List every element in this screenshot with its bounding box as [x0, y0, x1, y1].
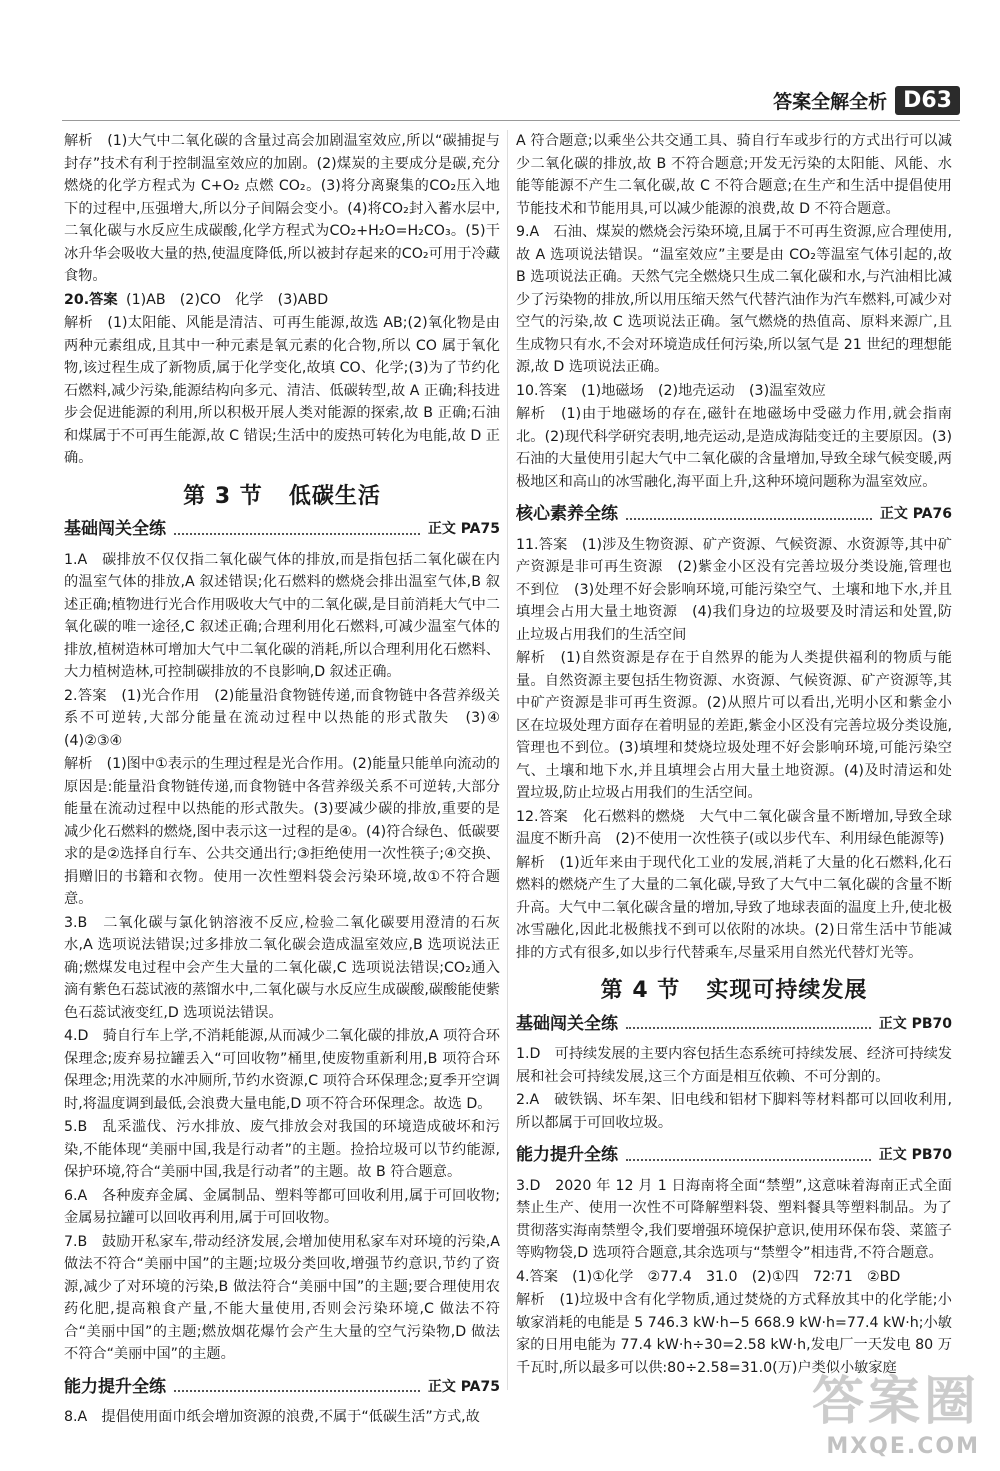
bar-dots [174, 533, 420, 535]
bar-dots [626, 1159, 871, 1161]
s4-q4-answer: 4.答案 (1)①化学 ②77.4 31.0 (2)①四 72∶71 ②BD [516, 1268, 901, 1285]
section-3-label: 第 3 节 [183, 483, 263, 509]
section-4-name: 实现可持续发展 [706, 978, 868, 1003]
left-column [64, 130, 515, 1425]
s4-q4-explanation: 解析 (1)垃圾中含有化学物质,通过焚烧的方式释放其中的化学能;小敏家消耗的电能是 5 746.3 kW·h−5 668.9 kW·h=77.4 kW·h;小敏家的日用电能为 77.4 kW·h÷30=2.58 kW·h,发电厂一天发电 80 万千瓦时,所以最多可以供:80÷2.58=31.0(万)户类似小敏家庭 [516, 1292, 952, 1376]
bar-ref: 正文 PB70 [878, 1015, 952, 1032]
page-header [773, 86, 960, 115]
q4: 4.D 骑自行车上学,不消耗能源,从而减少二氧化碳的排放,A 项符合环保理念;废弃易拉罐丢入“可回收物”桶里,使废物重新利用,B 项符合环保理念;用洗菜的水冲厕所,节约水资源,C 项符合环保理念;夏季开空调时,将温度调到最低,会浪费大量电能,D 项不符合环保理念。故选 D。 [64, 1028, 500, 1112]
s4-q3: 3.D 2020 年 12 月 1 日海南将全面“禁塑”,这意味着海南正式全面禁止生产、使用一次性不可降解塑料袋、塑料餐具等塑料制品。为了贯彻落实海南禁塑令,我们要增强环境保护意识,使用环保布袋、菜篮子等购物袋,D 选项符合题意,其余选项与“禁塑令”相违背,不符合题意。 [516, 1177, 952, 1261]
q3: 3.B 二氧化碳与氯化钠溶液不反应,检验二氧化碳要用澄清的石灰水,A 选项说法错误;过多排放二氧化碳会造成温室效应,B 选项说法正确;燃煤发电过程中会产生大量的二氧化碳,C 选项说法错误;CO₂通入滴有紫色石蕊试液的蒸馏水中,二氧化碳与水反应生成碳酸,碳酸能使紫色石蕊试液变红,D 选项说法错误。 [64, 914, 500, 1021]
header-title: 答案全解全析 [773, 91, 888, 113]
q5: 5.B 乱采滥伐、污水排放、废气排放会对我国的环境造成破坏和污染,不能体现“美丽中国,我是行动者”的主题。捡拾垃圾可以节约能源,保护环境,符合“美丽中国,我是行动者”的主题。故 B 符合题意。 [64, 1119, 500, 1180]
bar-ref: 正文 PA75 [427, 1378, 500, 1395]
section-3-name: 低碳生活 [288, 483, 381, 509]
bar-ref: 正文 PB70 [878, 1147, 952, 1163]
q10-explanation: 解析 (1)由于地磁场的存在,磁针在地磁场中受磁力作用,就会指南北。(2)现代科学研究表明,地壳运动,是造成海陆变迁的主要原因。(3)石油的大量使用引起大气中二氧化碳的含量增加,导致全球气候变暖,两极地区和高山的冰雪融化,海平面上升,这种环境问题称为温室效应。 [516, 406, 952, 490]
section-4-title [516, 980, 952, 1003]
site-watermark [812, 1359, 980, 1459]
header-divider [62, 120, 960, 121]
q20-number: 20.答案 [64, 291, 118, 308]
q20-explanation: 解析 (1)太阳能、风能是清洁、可再生能源,故选 AB;(2)氧化物是由两种元素组成,且其中一种元素是氧元素的化合物,所以 CO 属于氧化物,该过程生成了新物质,属于化学变化,故填 CO、化学;(3)为了节约化石燃料,减少污染,能源结构向多元、清洁、低碳转型,故 A 正确;科技进步会促进能源的利用,所以积极开展人类对能源的探索,故 B 正确;石油和煤属于不可再生能源,故 C 错误;生活中的废热可转化为电能,故 D 正确。 [64, 315, 500, 466]
section-3-title [64, 483, 500, 509]
bar-ref: 正文 PA76 [879, 506, 952, 522]
practice-bar-advanced [64, 1376, 500, 1399]
q2-answer: 2.答案 (1)光合作用 (2)能量沿食物链传递,而食物链中各营养级关系不可逆转,大部分能量在流动过程中以热能的形式散失 (3)④ (4)②③④ [64, 687, 515, 749]
watermark-site: MXQE.COM [826, 1434, 980, 1459]
q2-explanation: 解析 (1)图中①表示的生理过程是光合作用。(2)能量只能单向流动的原因是:能量沿食物链传递,而食物链中各营养级关系不可逆转,大部分能量在流动过程中以热能的形式散失。(3)要减少碳的排放,重要的是减少化石燃料的燃烧,图中表示这一过程的是④。(4)符合绿色、低碳要求的是②选择自行车、公共交通出行;③拒绝使用一次性筷子;④交换、捐赠旧的书籍和衣物。使用一次性塑料袋会污染环境,故①不符合题意。 [64, 756, 500, 907]
q20-answer-text: (1)AB (2)CO 化学 (3)ABD [126, 291, 329, 308]
q20-answer [64, 289, 500, 312]
q8-continued: A 符合题意;以乘坐公共交通工具、骑自行车或步行的方式出行可以减少二氧化碳的排放,故 B 不符合题意;开发无污染的太阳能、风能、水能等能源不产生二氧化碳,故 C 不符合题意;在生产和生活中提倡使用节能技术和节能用具,可以减少能源的浪费,故 D 不符合题意。 [516, 133, 952, 217]
watermark-logo-text: 答案圈 [811, 1372, 980, 1432]
q12-explanation: 解析 (1)近年来由于现代化工业的发展,消耗了大量的化石燃料,化石燃料的燃烧产生了大量的二氧化碳,导致了大气中二氧化碳的含量不断升高。大气中二氧化碳含量的增加,导致了地球表面的温度上升,使北极冰雪融化,因此北极熊找不到可以依附的冰块。(2)日常生活中节能减排的方式有很多,如以步行代替乘车,尽量采用自然光代替灯光等。 [516, 854, 952, 961]
column-divider [507, 130, 508, 1390]
bar-title: 基础闯关全练 [64, 519, 166, 539]
section-4-label: 第 4 节 [600, 978, 681, 1003]
s4-q2: 2.A 破铁锅、坏车架、旧电线和铝材下脚料等材料都可以回收利用,所以都属于可回收垃圾。 [516, 1092, 952, 1131]
bar-dots [626, 1027, 871, 1029]
bar-title: 能力提升全练 [64, 1376, 166, 1397]
bar-title: 基础闯关全练 [516, 1013, 618, 1034]
bar-title: 能力提升全练 [516, 1145, 618, 1165]
q7: 7.B 鼓励开私家车,带动经济发展,会增加使用私家车对环境的污染,A 做法不符合“美丽中国”的主题;垃圾分类回收,增强节约意识,节约了资源,减少了对环境的污染,B 做法符合“美丽中国”的主题;要合理使用农药化肥,提高粮食产量,不能大量使用,否则会污染环境,C 做法不符合“美丽中国”的主题;燃放烟花爆竹会产生大量的空气污染物,D 做法不符合“美丽中国”的主题。 [64, 1233, 500, 1362]
s4-q1: 1.D 可持续发展的主要内容包括生态系统可持续发展、经济可持续发展和社会可持续发展,这三个方面是相互依赖、不可分割的。 [516, 1046, 952, 1085]
practice-bar-advanced-s4 [516, 1144, 952, 1167]
q1: 1.A 碳排放不仅仅指二氧化碳气体的排放,而是指包括二氧化碳在内的温室气体的排放,A 叙述错误;化石燃料的燃烧会排出温室气体,B 叙述正确;植物进行光合作用吸收大气中的二氧化碳,是目前消耗大气中二氧化碳的唯一途径,C 叙述正确;合理利用化石燃料,可减少温室气体的排放,植树造林可增加大气中二氧化碳的消耗,所以合理利用化石燃料、大力植树造林,可控制碳排放的不良影响,D 叙述正确。 [64, 551, 500, 680]
q6: 6.A 各种废弃金属、金属制品、塑料等都可回收利用,属于可回收物;金属易拉罐可以回收再利用,属于可回收物。 [64, 1187, 500, 1226]
q19-explanation: 解析 (1)大气中二氧化碳的含量过高会加剧温室效应,所以“碳捕捉与封存”技术有利于控制温室效应的加剧。(2)煤炭的主要成分是碳,充分燃烧的化学方程式为 C+O₂ 点燃 CO₂。(3)将分离聚集的CO₂压入地下的过程中,压强增大,所以分子间隔会变小。(4)将CO₂封入蓄水层中,二氧化碳与水反应生成碳酸,化学方程式为CO₂+H₂O=H₂CO₃。(5)干冰升华会吸收大量的热,使温度降低,所以被封存起来的CO₂可用于冷藏食物。 [64, 133, 500, 284]
q11-explanation: 解析 (1)自然资源是存在于自然界的能为人类提供福利的物质与能量。自然资源主要包括生物资源、水资源、气候资源、矿产资源等,其中矿产资源是非可再生资源。(2)从照片可以看出,光明小区和紫金小区在垃圾处理方面存在着明显的差距,紫金小区没有完善垃圾分类设施,管理也不到位。(3)填埋和焚烧垃圾处理不好会影响环境,可能污染空气、土壤和地下水,并且填埋会占用大量土地资源。(4)及时清运和处置垃圾,防止垃圾占用我们的生活空间。 [516, 650, 952, 801]
bar-ref: 正文 PA75 [427, 521, 500, 537]
bar-title: 核心素养全练 [516, 504, 618, 524]
bar-dots [626, 518, 872, 520]
q10-answer: 10.答案 (1)地磁场 (2)地壳运动 (3)温室效应 [516, 382, 826, 399]
practice-bar-basic [64, 518, 500, 541]
q8: 8.A 提倡使用面巾纸会增加资源的浪费,不属于“低碳生活”方式,故 [64, 1409, 480, 1425]
q9: 9.A 石油、煤炭的燃烧会污染环境,且属于不可再生资源,应合理使用,故 A 选项说法错误。“温室效应”主要是由 CO₂等温室气体引起的,故 B 选项说法正确。天然气完全燃烧只生成二氧化碳和水,与汽油相比减少了污染物的排放,所以用压缩天然气代替汽油作为汽车燃料,可减少对空气的污染,故 C 选项说法正确。氢气燃烧的热值高、原料来源广,且生成物只有水,不会对环境造成任何污染,所以氢气是 21 世纪的理想能源,故 D 选项说法正确。 [516, 224, 952, 375]
q11-answer: 11.答案 (1)涉及生物资源、矿产资源、气候资源、水资源等,其中矿产资源是非可再生资源 (2)紫金小区没有完善垃圾分类设施,管理也不到位 (3)处理不好会影响环境,可能污染空气、土壤和地下水,并且填埋会占用大量土地资源 (4)我们身边的垃圾要及时清运和处置,防止垃圾占用我们的生活空间 [516, 536, 952, 643]
practice-bar-core [516, 503, 952, 526]
practice-bar-basic-s4 [516, 1013, 952, 1036]
q12-answer: 12.答案 化石燃料的燃烧 大气中二氧化碳含量不断增加,导致全球温度不断升高 (2)不使用一次性筷子(或以步代车、利用绿色能源等) [516, 808, 952, 847]
right-column [516, 130, 952, 1390]
page-number-badge: D63 [895, 86, 960, 115]
bar-dots [174, 1390, 420, 1392]
